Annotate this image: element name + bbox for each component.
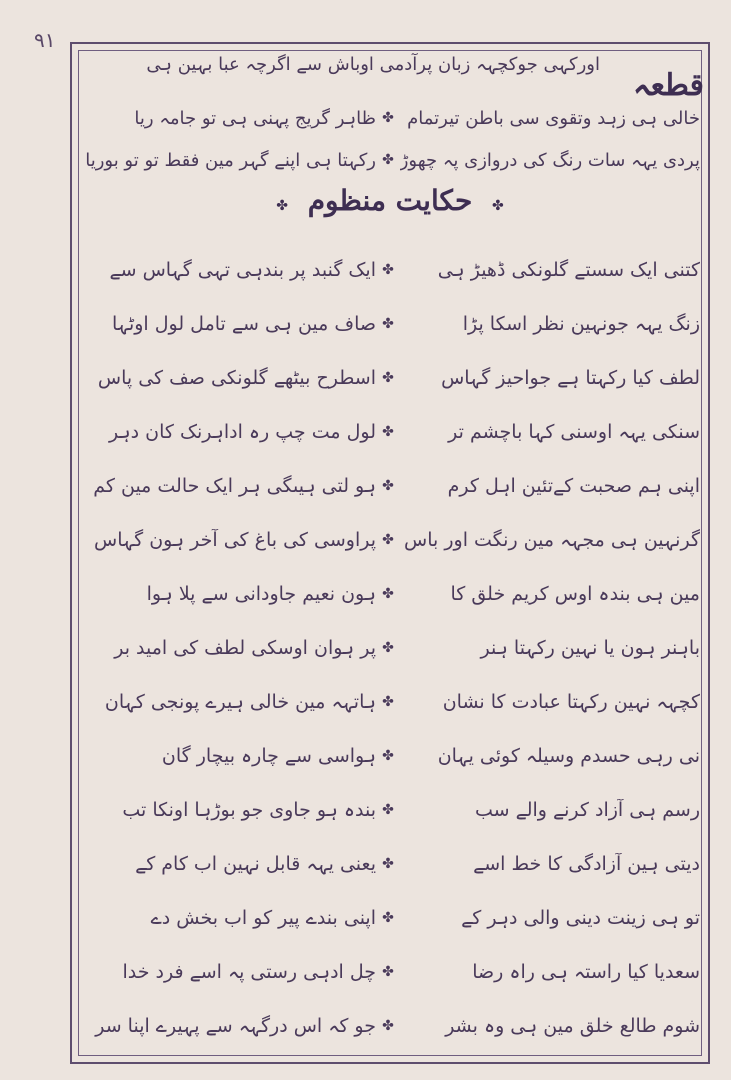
couplet-row <box>80 682 700 722</box>
story-title <box>80 184 700 234</box>
couplet-row <box>80 466 700 506</box>
couplet-row <box>80 790 700 830</box>
hemistich-second: ہاتہہ مین خالی ہیرے پونجی کہان <box>104 691 376 713</box>
separator-star: ✤ <box>382 262 394 278</box>
hemistich-first: کچہہ نہین رکہتا عبادت کا نشان <box>442 691 700 713</box>
separator-star: ✤ <box>382 910 394 926</box>
hemistich-first: پردی یہہ سات رنگ کی دروازی پہ چھوڑ <box>400 149 700 171</box>
hemistich-second: پر ہوان اوسکی لطف کی امید بر <box>114 637 376 659</box>
hemistich-first: سنکی یہہ اوسنی کہا باچشم تر <box>448 421 700 443</box>
page-number: ۹۱ <box>34 28 56 52</box>
hemistich-first: مین ہی بندہ اوس کریم خلق کا <box>450 583 700 605</box>
hemistich-second: یعنی یہہ قابل نہین اب کام کے <box>135 853 376 875</box>
couplet-row <box>80 250 700 290</box>
hemistich-first: اپنی ہم صحبت کےتئین اہل کرم <box>447 475 700 497</box>
poem-text-block <box>80 52 704 1052</box>
qata-heading: قطعہ <box>632 68 704 103</box>
separator-star: ✤ <box>382 478 394 494</box>
title-star-left: ✤ <box>492 198 504 214</box>
separator-star: ✤ <box>382 856 394 872</box>
separator-star: ✤ <box>382 424 394 440</box>
hemistich-second: ہو لتی ہیںگی ہر ایک حالت مین کم <box>93 475 376 497</box>
couplet-row <box>80 736 700 776</box>
hemistich-second: چل ادہی رستی پہ اسے فرد خدا <box>122 961 376 983</box>
hemistich-second: رکہتا ہی اپنے گہر مین فقط تو تو بوریا <box>85 149 376 171</box>
hemistich-first: باہنر ہون یا نہین رکہتا ہنر <box>480 637 700 659</box>
separator-star: ✤ <box>382 1018 394 1034</box>
couplet-row <box>80 1006 700 1046</box>
top-couplet <box>80 98 700 138</box>
separator-star: ✤ <box>382 532 394 548</box>
hemistich-second: بندہ ہو جاوی جو بوڑہا اونکا تب <box>122 799 376 821</box>
hemistich-second: صاف مین ہی سے تامل لول اوٹہا <box>112 313 376 335</box>
hemistich-first: خالی ہی زہد وتقوی سی باطن تیرتمام <box>407 107 700 129</box>
couplet-row <box>80 412 700 452</box>
hemistich-first: نی رہی حسدم وسیلہ کوئی یہان <box>437 745 700 767</box>
hemistich-first: تو ہی زینت دینی والی دہر کے <box>461 907 700 929</box>
hemistich-second: اسطرح بیٹھے گلونکی صف کی پاس <box>97 367 376 389</box>
hemistich-first: دیتی ہین آزادگی کا خط اسے <box>473 853 700 875</box>
separator-star: ✤ <box>382 802 394 818</box>
hemistich-first: گرنہین ہی مجہہ مین رنگت اور باس <box>404 529 700 551</box>
hemistich-second: پراوسی کی باغ کی آخر ہون گہاس <box>94 529 376 551</box>
hemistich-first: زنگ یہہ جونہین نظر اسکا پڑا <box>462 313 700 335</box>
separator-star: ✤ <box>382 370 394 386</box>
couplet-row <box>80 358 700 398</box>
separator-star: ✤ <box>382 152 394 168</box>
hemistich-second: ہواسی سے چارہ بیچار گان <box>161 745 376 767</box>
hemistich-second: اپنی بندے پیر کو اب بخش دے <box>150 907 376 929</box>
top-couplet <box>80 140 700 180</box>
hemistich-first: کتنی ایک سستے گلونکی ڈھیڑ ہی <box>437 259 700 281</box>
hemistich-second: ہون نعیم جاودانی سے پلا ہوا <box>146 583 376 605</box>
couplet-row <box>80 952 700 992</box>
hemistich-second: ایک گنبد پر بندہی تہی گہاس سے <box>109 259 376 281</box>
hemistich-first: سعدیا کیا راستہ ہی راہ رضا <box>472 961 700 983</box>
hemistich-first: رسم ہی آزاد کرنے والے سب <box>474 799 700 821</box>
hemistich-first: شوم طالع خلق مین ہی وہ بشر <box>445 1015 700 1037</box>
separator-star: ✤ <box>382 694 394 710</box>
title-star-right: ✤ <box>276 198 288 214</box>
couplet-row <box>80 520 700 560</box>
separator-star: ✤ <box>382 964 394 980</box>
couplet-row <box>80 898 700 938</box>
separator-star: ✤ <box>382 316 394 332</box>
hemistich-second: جو کہ اس درگہہ سے پہیرے اپنا سر <box>95 1015 376 1037</box>
story-title-text: حکایت منظوم <box>307 184 473 217</box>
separator-star: ✤ <box>382 640 394 656</box>
couplet-row <box>80 574 700 614</box>
couplet-row <box>80 628 700 668</box>
hemistich-second: لول مت چپ رہ اداہرنک کان دہر <box>109 421 376 443</box>
separator-star: ✤ <box>382 110 394 126</box>
separator-star: ✤ <box>382 586 394 602</box>
intro-line: اورکہی جوکچہہ زبان پرآدمی اوباش سے اگرچہ عبا بہین ہی <box>146 54 600 75</box>
hemistich-second: ظاہر گریج پہنی ہی تو جامہ ریا <box>134 107 376 129</box>
separator-star: ✤ <box>382 748 394 764</box>
couplet-row <box>80 844 700 884</box>
hemistich-first: لطف کیا رکہتا ہے جواحیز گہاس <box>441 367 700 389</box>
couplet-row <box>80 304 700 344</box>
